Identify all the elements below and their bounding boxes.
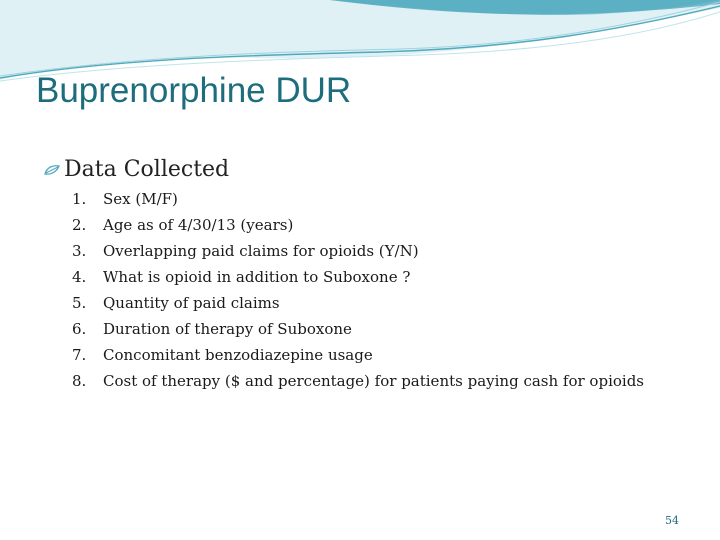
list-item-text: Concomitant benzodiazepine usage <box>103 346 373 364</box>
list-item-number: 1. <box>72 190 87 208</box>
list-item-text: Cost of therapy ($ and percentage) for patients paying cash for opioids <box>103 372 644 390</box>
page-number: 54 <box>665 514 679 527</box>
list-item-number: 4. <box>72 268 87 286</box>
list-item-number: 7. <box>72 346 87 364</box>
leaf-bullet-icon <box>44 164 60 176</box>
list-item-text: Age as of 4/30/13 (years) <box>103 216 294 234</box>
list-item-number: 8. <box>72 372 87 390</box>
list-item-number: 5. <box>72 294 87 312</box>
list-item-text: Quantity of paid claims <box>103 294 280 312</box>
list-item-text: What is opioid in addition to Suboxone ? <box>103 268 411 286</box>
list-item-number: 2. <box>72 216 87 234</box>
list-item-text: Sex (M/F) <box>103 190 178 208</box>
list-item-number: 3. <box>72 242 87 260</box>
bullet-heading-text: Data Collected <box>64 157 230 182</box>
list-item-text: Duration of therapy of Suboxone <box>103 320 352 338</box>
slide-title: Buprenorphine DUR <box>36 71 352 110</box>
bullet-heading <box>44 157 229 182</box>
list-item-number: 6. <box>72 320 87 338</box>
list-item-text: Overlapping paid claims for opioids (Y/N) <box>103 242 419 260</box>
